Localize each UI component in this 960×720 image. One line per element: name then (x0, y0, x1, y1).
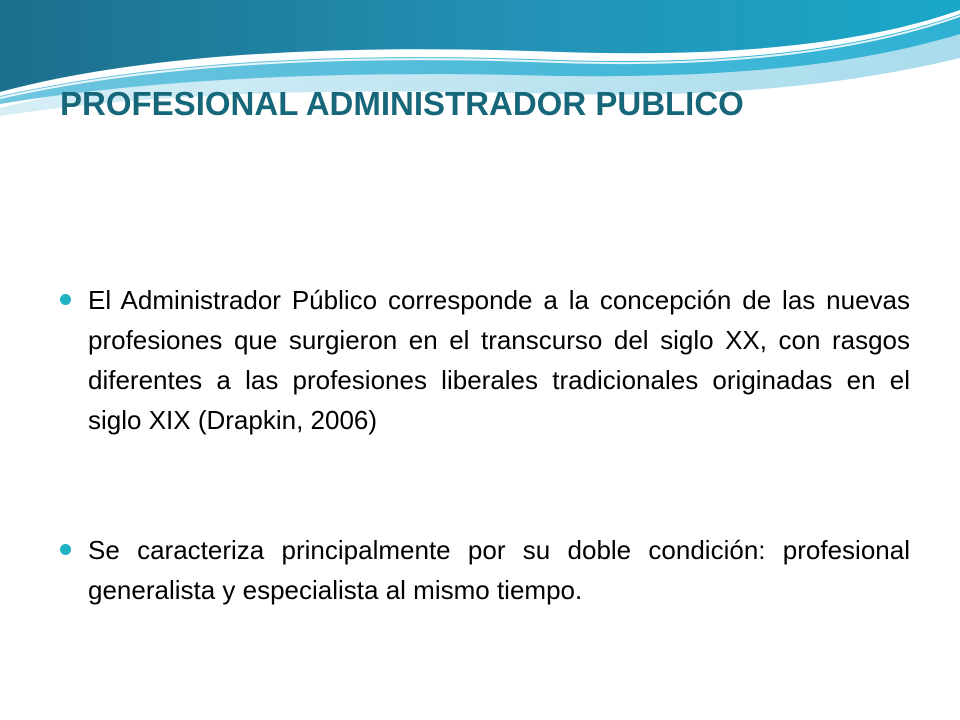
bullet-dot-icon (60, 294, 71, 305)
bullet-text: Se caracteriza principalmente por su doble condición: profesional generalista y especialista al mismo tiempo. (88, 535, 910, 605)
bullet-list (60, 280, 910, 610)
bullet-item (60, 530, 910, 610)
bullet-dot-icon (60, 544, 71, 555)
slide-title: PROFESIONAL ADMINISTRADOR PUBLICO (60, 85, 744, 122)
bullet-item (60, 280, 910, 440)
bullet-text: El Administrador Público corresponde a la concepción de las nuevas profesiones que surgieron en el transcurso del siglo XX, con rasgos diferentes a las profesiones liberales tradicionales originadas en el siglo XIX (Drapkin, 2006) (88, 285, 910, 435)
